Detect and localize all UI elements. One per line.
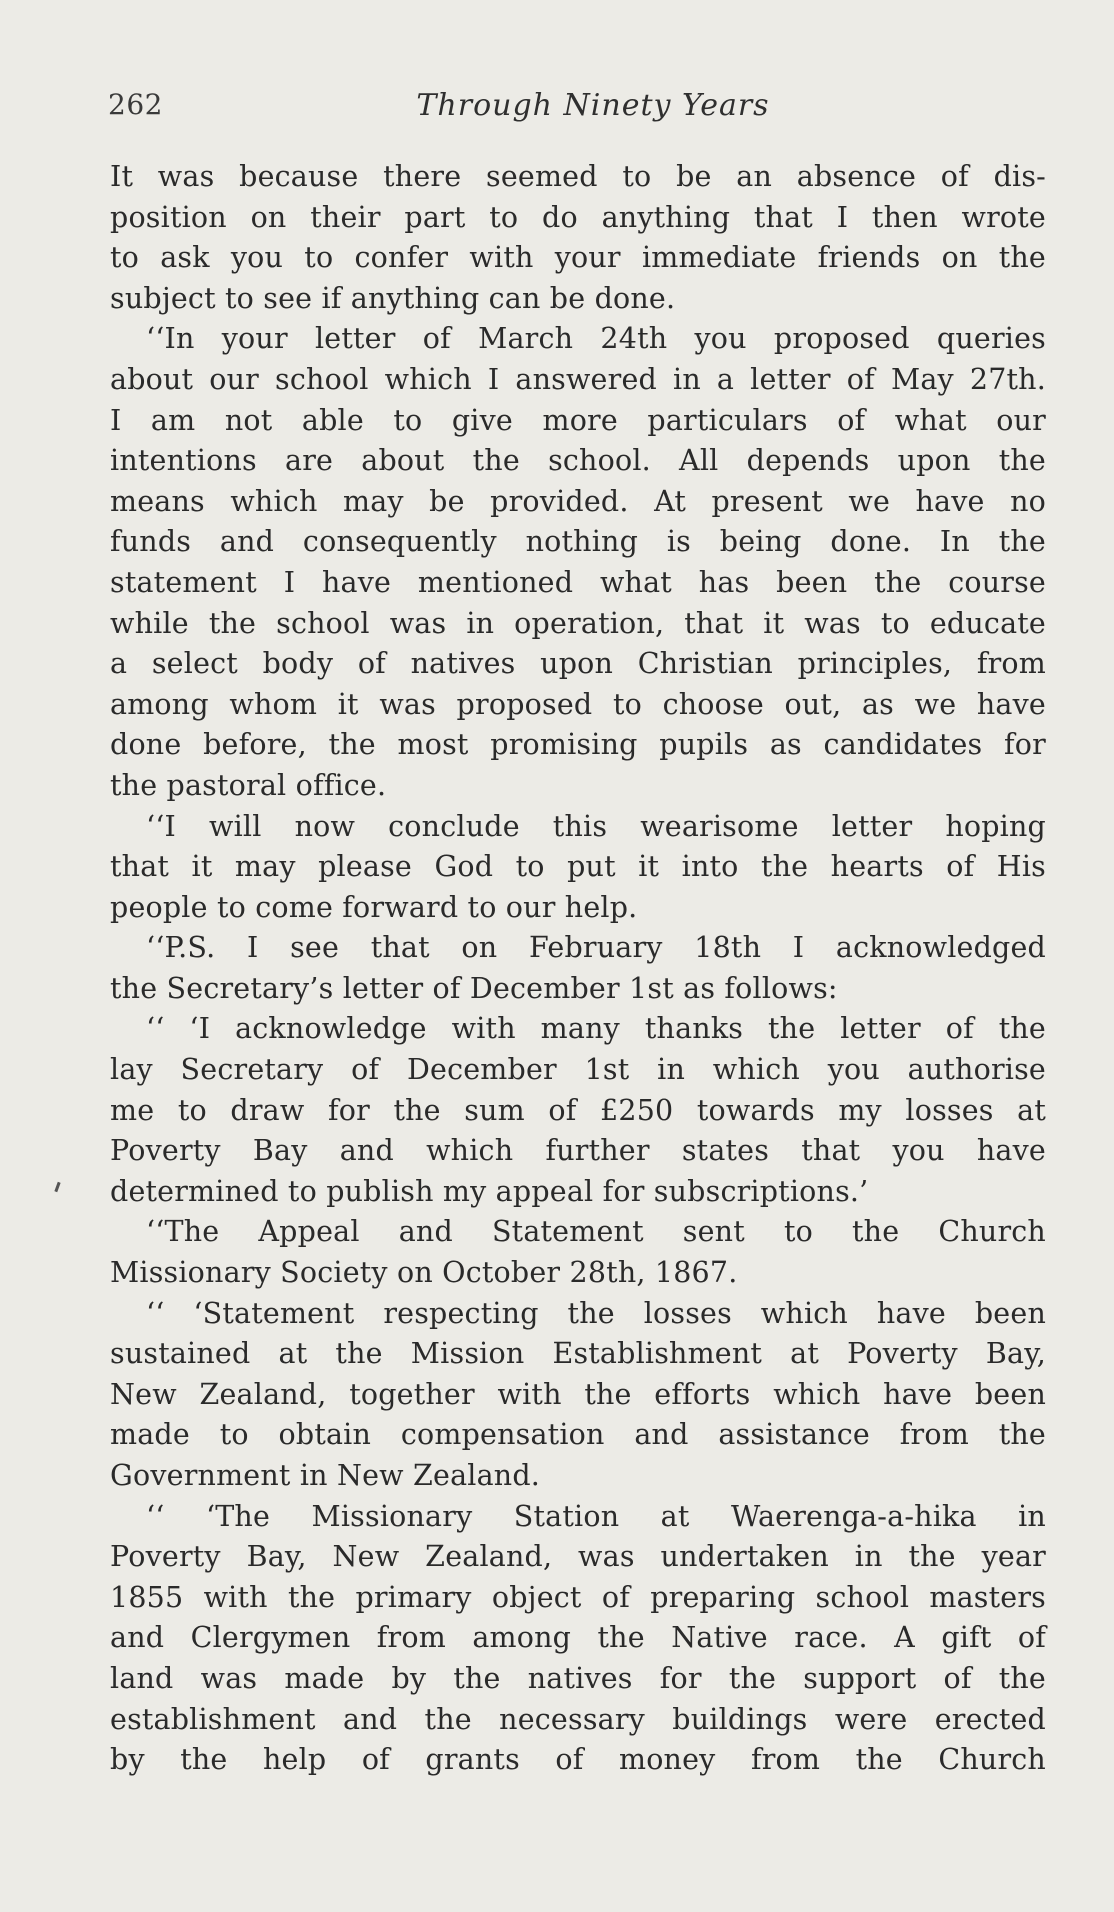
text-line: It was because there seemed to be an absence of dis-: [110, 160, 1046, 193]
text-line: position on their part to do anything that I then wrote: [110, 200, 1046, 234]
text-line: intentions are about the school. All depends upon the: [110, 444, 1046, 478]
text-line: made to obtain compensation and assistance from the: [110, 1418, 1046, 1452]
text-line: people to come forward to our help.: [110, 890, 638, 924]
running-title: Through Ninety Years: [416, 88, 770, 123]
text-line: ‘‘ ‘Statement respecting the losses which have been: [146, 1296, 1046, 1330]
text-line: me to draw for the sum of £250 towards my losses at: [110, 1093, 1046, 1127]
text-line: means which may be provided. At present we have no: [110, 484, 1046, 518]
body-text: [110, 157, 1046, 1781]
text-line: a select body of natives upon Christian principles, from: [110, 647, 1046, 681]
text-line: ‘‘ ‘I acknowledge with many thanks the letter of the: [146, 1012, 1046, 1046]
text-line: Missionary Society on October 28th, 1867.: [110, 1256, 738, 1290]
text-line: lay Secretary of December 1st in which you authorise: [110, 1053, 1046, 1087]
text-line: Poverty Bay and which further states that you have: [110, 1134, 1046, 1168]
text-line: statement I have mentioned what has been the course: [110, 565, 1046, 599]
text-line: establishment and the necessary buildings were erected: [110, 1702, 1046, 1736]
text-line: determined to publish my appeal for subscriptions.’: [110, 1174, 869, 1208]
page-header: [108, 88, 1048, 128]
text-line: that it may please God to put it into the hearts of His: [110, 850, 1046, 884]
text-line: ‘‘P.S. I see that on February 18th I acknowledged: [146, 931, 1046, 965]
text-line: ‘‘I will now conclude this wearisome letter hoping: [146, 809, 1046, 843]
text-line: Government in New Zealand.: [110, 1459, 541, 1492]
text-line: subject to see if anything can be done.: [110, 281, 676, 315]
text-line: sustained at the Mission Establishment at Poverty Bay,: [110, 1337, 1046, 1371]
text-line: I am not able to give more particulars of what our: [110, 403, 1046, 437]
text-line: Poverty Bay, New Zealand, was undertaken in the year: [110, 1540, 1046, 1574]
text-line: by the help of grants of money from the Church: [110, 1743, 1046, 1777]
margin-mark: [54, 1182, 60, 1192]
page-number: 262: [108, 88, 163, 121]
text-line: done before, the most promising pupils as candidates for: [110, 728, 1046, 762]
text-line: the pastoral office.: [110, 768, 387, 802]
text-line: ‘‘ ‘The Missionary Station at Waerenga-a-hika in: [146, 1499, 1046, 1533]
text-line: among whom it was proposed to choose out, as we have: [110, 687, 1046, 721]
text-line: while the school was in operation, that it was to educate: [110, 606, 1046, 640]
text-line: funds and consequently nothing is being done. In the: [110, 525, 1046, 559]
text-line: land was made by the natives for the support of the: [110, 1661, 1046, 1695]
text-line: to ask you to confer with your immediate friends on the: [110, 241, 1046, 275]
text-line: 1855 with the primary object of preparing school masters: [110, 1580, 1046, 1614]
text-line: about our school which I answered in a letter of May 27th.: [110, 362, 1046, 396]
text-line: and Clergymen from among the Native race. A gift of: [110, 1621, 1046, 1655]
text-line: New Zealand, together with the efforts which have been: [110, 1377, 1046, 1411]
text-line: ‘‘The Appeal and Statement sent to the Church: [146, 1215, 1046, 1249]
text-line: the Secretary’s letter of December 1st as follows:: [110, 971, 838, 1005]
text-line: ‘‘In your letter of March 24th you proposed queries: [146, 322, 1046, 356]
